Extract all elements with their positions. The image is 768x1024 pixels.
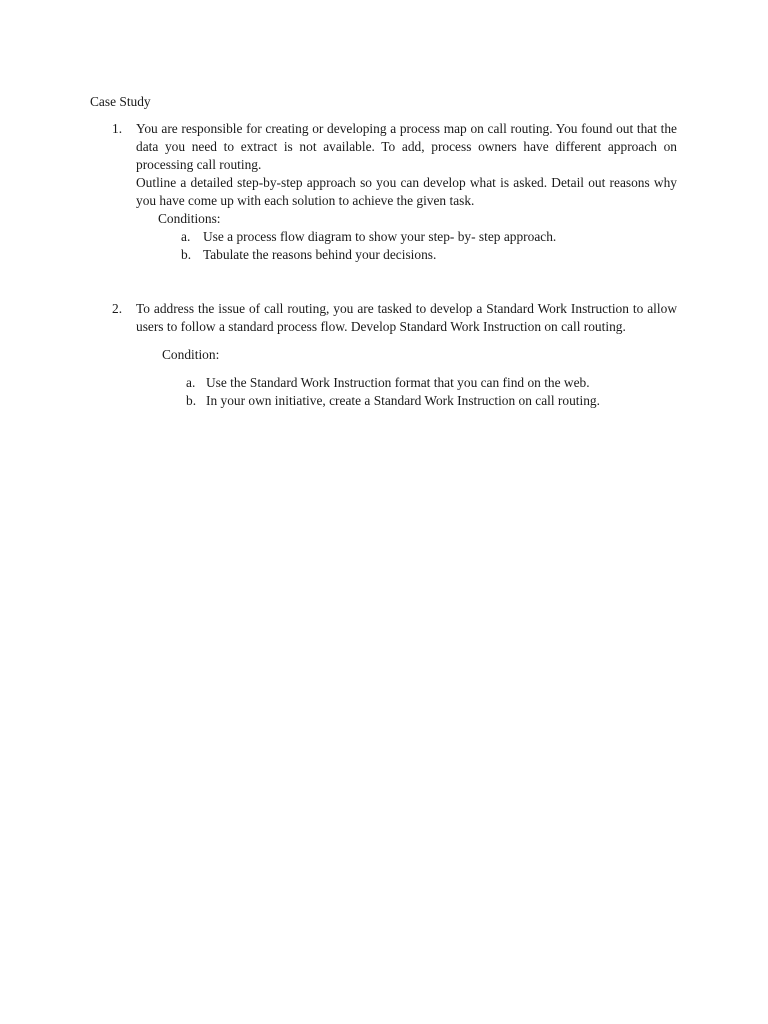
condition-letter: a. [181,229,191,244]
condition-item [181,246,677,264]
condition-letter: b. [181,247,192,262]
condition-letter: b. [186,393,197,408]
document-title: Case Study [90,94,151,109]
condition-text: Use the Standard Work Instruction format that you can find on the web. [206,375,590,390]
question-paragraph: Outline a detailed step-by-step approach so you can develop what is asked. Detail out reasons why you have come up with each solution to achieve the given task. [136,175,677,208]
question-number: 2. [112,301,123,316]
condition-letter: a. [186,375,196,390]
condition-text: Tabulate the reasons behind your decisions. [203,247,437,262]
conditions-label: Condition: [162,347,220,362]
question-number: 1. [112,121,123,136]
condition-text: Use a process flow diagram to show your step- by- step approach. [203,229,557,244]
condition-item [181,228,677,246]
question-paragraph: To address the issue of call routing, you are tasked to develop a Standard Work Instruction to allow users to follow a standard process flow. Develop Standard Work Instruction on call routing. [136,301,677,334]
condition-text: In your own initiative, create a Standard Work Instruction on call routing. [206,393,600,408]
question-body [136,120,677,264]
question-1 [112,120,677,264]
question-paragraph: You are responsible for creating or developing a process map on call routing. You found out that the data you need to extract is not available. To add, process owners have different approach on processing call routing. [136,121,677,172]
condition-item [186,392,677,410]
conditions-label: Conditions: [158,211,221,226]
question-2 [112,300,677,410]
question-body [136,300,677,410]
condition-item [186,374,677,392]
